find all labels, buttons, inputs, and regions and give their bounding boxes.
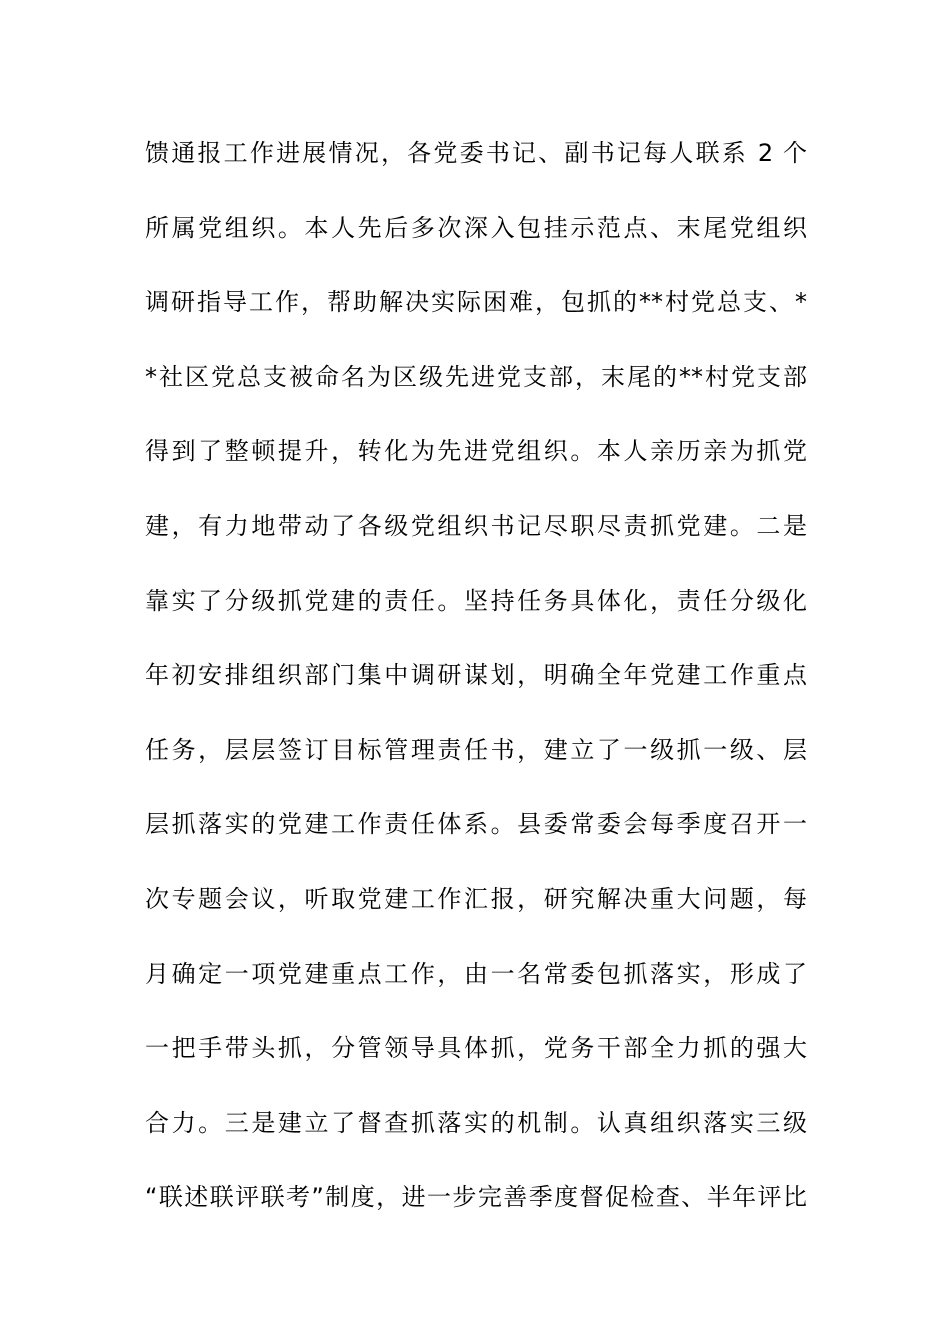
text-line-2: 所属党组织。本人先后多次深入包挂示范点、末尾党组织	[145, 213, 807, 242]
text-line-3: 调研指导工作，帮助解决实际困难，包抓的**村党总支、*	[145, 288, 807, 317]
text-line-11: 次专题会议，听取党建工作汇报，研究解决重大问题，每	[145, 884, 807, 913]
text-line-4: *社区党总支被命名为区级先进党支部，末尾的**村党支部	[145, 362, 807, 391]
text-line-1: 馈通报工作进展情况，各党委书记、副书记每人联系 2 个	[145, 139, 807, 167]
text-line-14: 合力。三是建立了督查抓落实的机制。认真组织落实三级	[145, 1108, 807, 1137]
text-line-5: 得到了整顿提升，转化为先进党组织。本人亲历亲为抓党	[145, 437, 807, 466]
text-line-7: 靠实了分级抓党建的责任。坚持任务具体化，责任分级化	[145, 586, 807, 615]
text-line-6: 建，有力地带动了各级党组织书记尽职尽责抓党建。二是	[145, 511, 807, 540]
text-line-13: 一把手带头抓，分管领导具体抓，党务干部全力抓的强大	[145, 1034, 807, 1063]
text-line-9: 任务，层层签订目标管理责任书，建立了一级抓一级、层	[145, 735, 807, 764]
text-line-10: 层抓落实的党建工作责任体系。县委常委会每季度召开一	[145, 810, 807, 839]
text-line-12: 月确定一项党建重点工作，由一名常委包抓落实，形成了	[145, 959, 807, 988]
text-line-15: “联述联评联考”制度，进一步完善季度督促检查、半年评比	[145, 1183, 807, 1212]
body-text	[145, 128, 807, 1247]
text-line-8: 年初安排组织部门集中调研谋划，明确全年党建工作重点	[145, 661, 807, 690]
